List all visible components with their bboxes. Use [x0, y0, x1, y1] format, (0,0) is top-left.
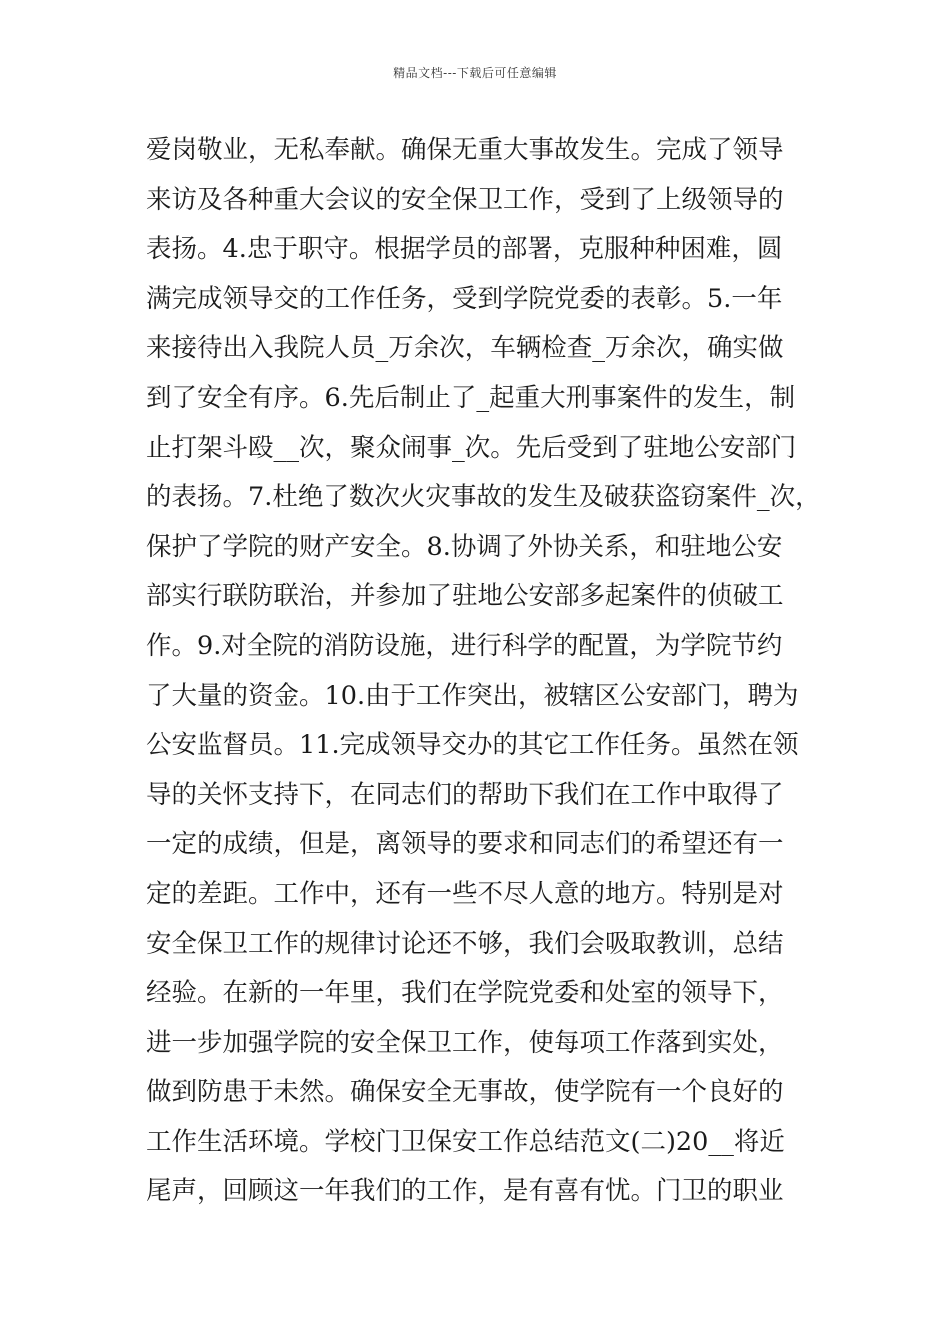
- text-line: 止打架斗殴__次，聚众闹事_次。先后受到了驻地公安部门: [146, 432, 797, 463]
- text-line: 一定的成绩，但是，离领导的要求和同志们的希望还有一: [146, 829, 784, 860]
- text-line: 表扬。4.忠于职守。根据学员的部署，克服种种困难，圆: [146, 234, 783, 265]
- text-line: 来接待出入我院人员_万余次，车辆检查_万余次，确实做: [146, 333, 784, 364]
- text-line: 公安监督员。11.完成领导交办的其它工作任务。虽然在领: [146, 730, 799, 761]
- text-line: 做到防患于未然。确保安全无事故，使学院有一个良好的: [146, 1077, 784, 1108]
- text-line: 的表扬。7.杜绝了数次火灾事故的发生及破获盗窃案件_次，: [146, 482, 821, 513]
- text-line: 保护了学院的财产安全。8.协调了外协关系，和驻地公安: [146, 531, 783, 562]
- text-line: 经验。在新的一年里，我们在学院党委和处室的领导下，: [146, 978, 784, 1009]
- text-line: 来访及各种重大会议的安全保卫工作，受到了上级领导的: [146, 184, 784, 215]
- text-line: 爱岗敬业，无私奉献。确保无重大事故发生。完成了领导: [146, 135, 784, 165]
- text-line: 满完成领导交的工作任务，受到学院党委的表彰。5.一年: [146, 283, 783, 314]
- text-line: 尾声，回顾这一年我们的工作，是有喜有忧。门卫的职业: [146, 1176, 784, 1207]
- text-line: 作。9.对全院的消防设施，进行科学的配置，为学院节约: [146, 630, 783, 661]
- text-line: 安全保卫工作的规律讨论还不够，我们会吸取教训，总结: [146, 928, 784, 959]
- page-header: 精品文档---下载后可任意编辑: [393, 66, 557, 80]
- text-line: 部实行联防联治，并参加了驻地公安部多起案件的侦破工: [146, 581, 784, 612]
- text-line: 了大量的资金。10.由于工作突出，被辖区公安部门，聘为: [146, 680, 799, 711]
- text-line: 进一步加强学院的安全保卫工作，使每项工作落到实处，: [146, 1027, 784, 1058]
- document-body: [146, 126, 826, 1217]
- text-line: 工作生活环境。学校门卫保安工作总结范文(二)20__将近: [146, 1126, 785, 1157]
- text-line: 导的关怀支持下，在同志们的帮助下我们在工作中取得了: [146, 779, 784, 810]
- text-line: 到了安全有序。6.先后制止了_起重大刑事案件的发生，制: [146, 382, 796, 413]
- text-line: 定的差距。工作中，还有一些不尽人意的地方。特别是对: [146, 878, 784, 909]
